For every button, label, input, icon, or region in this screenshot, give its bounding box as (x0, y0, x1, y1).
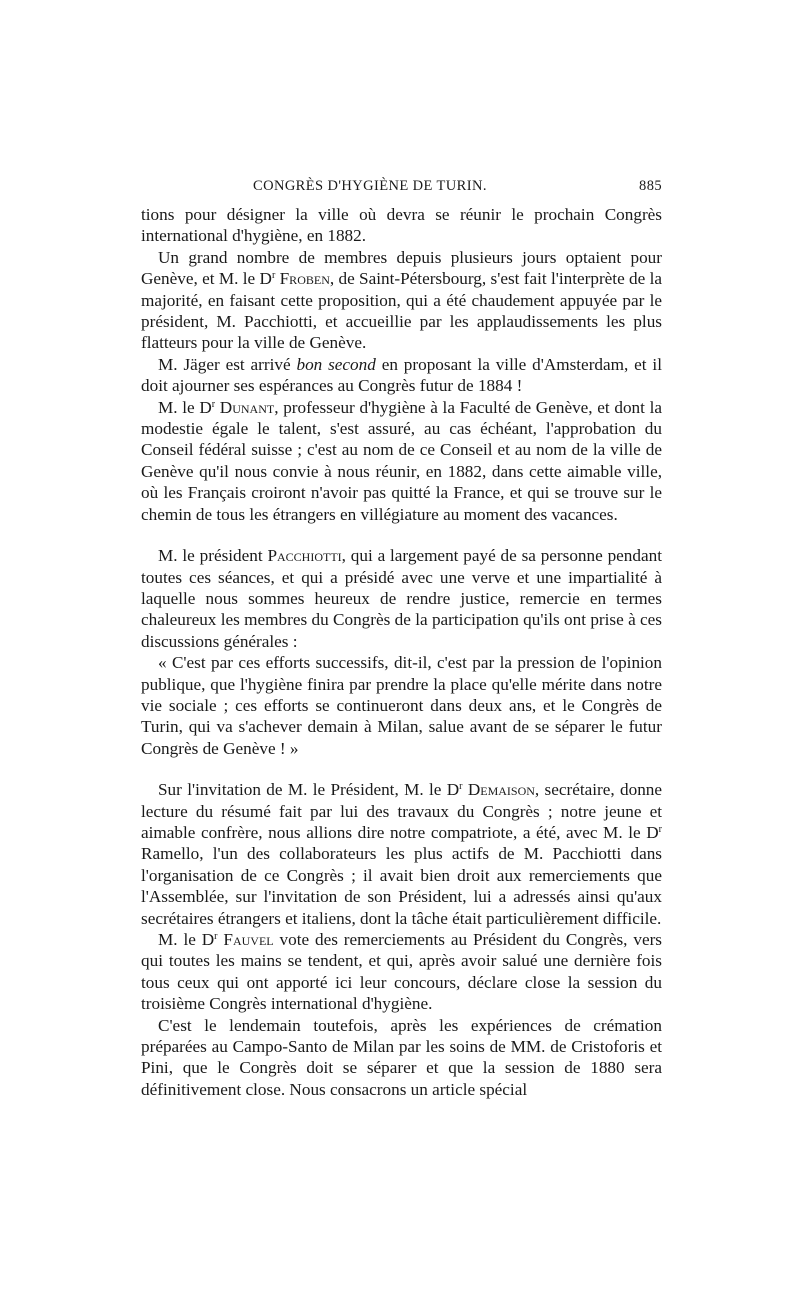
paragraph-text: C'est le lendemain toutefois, après les expériences de crémation préparées au Campo-Santo de Milan par les soins de MM. de Cristoforis et Pini, que le Congrès doit se séparer et que la session de 1880 sera définitivement close. Nous consacrons un article spécial (141, 1015, 662, 1099)
text-run: , professeur d'hygiène à la Faculté de Genève, et dont la modestie égale le talent, s'est assuré, au cas échéant, l'approbation du Conseil fédéral suisse ; c'est au nom de ce Conseil et au nom de la ville de Genève qu'il nous convie à nous réunir, en 1882, dans cette aimable ville, où les Français croiront n'avoir pas quitté la France, et qui se trouve sur le chemin de tous les étrangers en villégiature au moment des vacances. (141, 397, 662, 524)
paragraph-text: « C'est par ces efforts successifs, dit-il, c'est par la pression de l'opinion publique, que l'hygiène finira par prendre la place qu'elle mérite dans notre vie sociale ; ces efforts se continueront dans deux ans, et le Congrès de Turin, qui va s'achever demain à Milan, salue avant de se séparer le futur Congrès de Genève ! » (141, 653, 662, 758)
emphasis: bon second (296, 354, 376, 374)
paragraph-pacchiotti (141, 545, 662, 652)
running-title: CONGRÈS D'HYGIÈNE DE TURIN. (253, 178, 487, 194)
title-abbrev: r (214, 931, 218, 942)
person-name: Dunant (219, 397, 275, 417)
text-run: M. le président (158, 546, 268, 566)
text-run: M. Jäger est arrivé (158, 354, 297, 374)
person-name: Fauvel (223, 930, 274, 949)
text-run: , secrétaire, donne lecture du résumé fait par lui des travaux du Congrès ; notre jeune et aimable confrère, nous allions dire notre compatriote, a été, avec M. le D (141, 780, 663, 842)
text-run: M. le D (158, 930, 215, 949)
text-run: , qui a largement payé de sa personne pendant toutes ces séances, et qui a présidé avec une verve et une impartialité à laquelle nous sommes heureux de rendre justice, remercie en termes chaleureux les membres du Congrès de la participation qu'ils ont prise à ces discussions générales : (141, 546, 662, 651)
text-run: en proposant la ville d'Amsterdam, et il doit ajourner ses espérances au Congrès futur de 1884 ! (141, 354, 662, 396)
title-abbrev: r (211, 398, 216, 410)
page-number: 885 (639, 178, 662, 194)
title-abbrev: r (658, 823, 662, 835)
text-run: , de Saint-Pétersbourg, s'est fait l'interprète de la majorité, en faisant cette proposition, qui a été chaudement appuyée par le président, M. Pacchiotti, et accueillie par les applaudissements les plus flatteurs pour la ville de Genève. (141, 269, 662, 353)
running-header (141, 178, 662, 204)
title-abbrev: r (459, 781, 463, 793)
text-run: M. le D (158, 397, 212, 417)
person-name: Demaison (467, 780, 535, 800)
title-abbrev: r (271, 270, 276, 282)
paragraph-dunant (141, 397, 662, 525)
paragraph-cremation (141, 1015, 662, 1101)
paragraph-text: tions pour désigner la ville où devra se réunir le prochain Congrès international d'hygiène, en 1882. (141, 205, 662, 246)
text-run: Ramello, l'un des collaborateurs les plus actifs de M. Pacchiotti dans l'organisation de ce Congrès ; il avait bien droit aux remerciements que l'Assemblée, sur l'invitation de son Président, lui a adressés ainsi qu'aux secrétaires étrangers et italiens, dont la tâche était particulièrement difficile. (141, 844, 662, 928)
person-name: Froben (279, 269, 330, 289)
text-run: Sur l'invitation de M. le Président, M. le D (158, 780, 460, 800)
paragraph-continuation (141, 204, 662, 247)
paragraph-amsterdam (141, 354, 662, 397)
body-text (141, 204, 662, 1100)
paragraph-fauvel (141, 929, 662, 1015)
person-name: Pacchiotti (267, 546, 342, 566)
document-page (141, 178, 662, 1100)
text-run: Un grand nombre de membres depuis plusieurs jours optaient pour Genève, et M. le D (141, 247, 662, 289)
paragraph-quotation (141, 652, 662, 759)
paragraph-demaison (141, 779, 662, 929)
text-run: vote des remerciements au Président du Congrès, vers qui toutes les mains se tendent, et qui, après avoir salué une dernière fois tous ceux qui ont apporté ici leur concours, déclare close la session du troisième Congrès international d'hygiène. (141, 930, 662, 1014)
paragraph-geneve-proposal (141, 247, 662, 354)
